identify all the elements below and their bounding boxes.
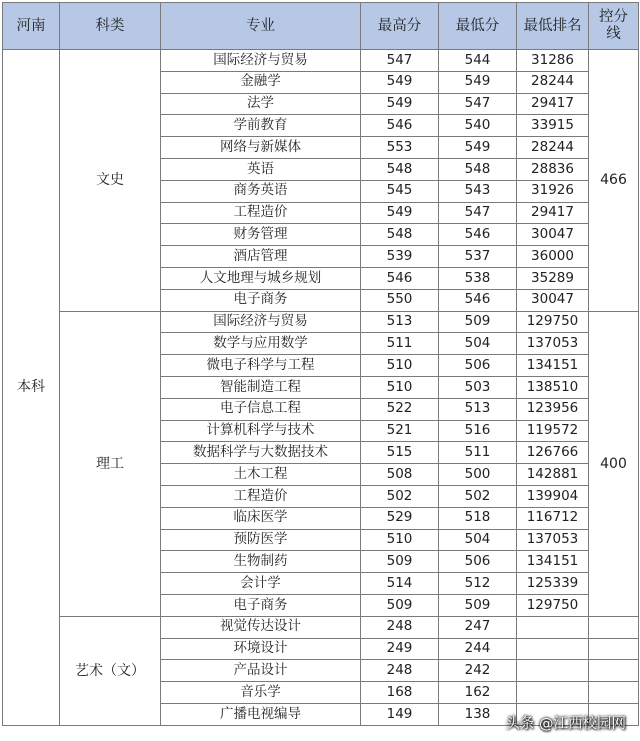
control-line-cell: 400 <box>589 311 639 616</box>
max-score-cell: 510 <box>361 529 439 551</box>
min-rank-cell: 142881 <box>517 464 589 486</box>
min-score-cell: 548 <box>439 158 517 180</box>
min-score-cell: 509 <box>439 594 517 616</box>
min-score-cell: 543 <box>439 180 517 202</box>
min-rank-cell: 30047 <box>517 224 589 246</box>
min-score-cell: 518 <box>439 507 517 529</box>
major-cell: 计算机科学与技术 <box>161 420 361 442</box>
min-score-cell: 547 <box>439 93 517 115</box>
min-rank-cell: 28836 <box>517 158 589 180</box>
major-cell: 产品设计 <box>161 660 361 682</box>
max-score-cell: 547 <box>361 50 439 72</box>
batch-cell: 本科 <box>3 50 60 726</box>
min-rank-cell: 126766 <box>517 442 589 464</box>
category-cell: 理工 <box>60 311 161 616</box>
major-cell: 人文地理与城乡规划 <box>161 267 361 289</box>
min-rank-cell: 33915 <box>517 115 589 137</box>
header-province: 河南 <box>3 3 60 50</box>
major-cell: 国际经济与贸易 <box>161 50 361 72</box>
table-row <box>3 616 639 638</box>
header-category: 科类 <box>60 3 161 50</box>
min-rank-cell: 30047 <box>517 289 589 311</box>
min-score-cell: 549 <box>439 137 517 159</box>
major-cell: 电子商务 <box>161 289 361 311</box>
min-score-cell: 503 <box>439 376 517 398</box>
min-rank-cell: 36000 <box>517 246 589 268</box>
max-score-cell: 509 <box>361 551 439 573</box>
header-min-rank: 最低排名 <box>517 3 589 50</box>
max-score-cell: 249 <box>361 638 439 660</box>
max-score-cell: 546 <box>361 115 439 137</box>
max-score-cell: 521 <box>361 420 439 442</box>
min-score-cell: 242 <box>439 660 517 682</box>
max-score-cell: 548 <box>361 224 439 246</box>
min-score-cell: 546 <box>439 289 517 311</box>
max-score-cell: 550 <box>361 289 439 311</box>
control-line-cell <box>589 638 639 660</box>
control-line-cell <box>589 682 639 704</box>
major-cell: 数据科学与大数据技术 <box>161 442 361 464</box>
header-control-line: 控分线 <box>589 3 639 50</box>
min-rank-cell: 29417 <box>517 202 589 224</box>
major-cell: 法学 <box>161 93 361 115</box>
max-score-cell: 553 <box>361 137 439 159</box>
major-cell: 英语 <box>161 158 361 180</box>
min-rank-cell: 129750 <box>517 594 589 616</box>
min-score-cell: 512 <box>439 573 517 595</box>
min-score-cell: 504 <box>439 333 517 355</box>
max-score-cell: 513 <box>361 311 439 333</box>
major-cell: 预防医学 <box>161 529 361 551</box>
major-cell: 土木工程 <box>161 464 361 486</box>
max-score-cell: 546 <box>361 267 439 289</box>
min-score-cell: 511 <box>439 442 517 464</box>
min-rank-cell: 134151 <box>517 355 589 377</box>
major-cell: 网络与新媒体 <box>161 137 361 159</box>
major-cell: 商务英语 <box>161 180 361 202</box>
max-score-cell: 549 <box>361 71 439 93</box>
max-score-cell: 248 <box>361 616 439 638</box>
max-score-cell: 168 <box>361 682 439 704</box>
major-cell: 金融学 <box>161 71 361 93</box>
min-rank-cell: 29417 <box>517 93 589 115</box>
min-rank-cell: 134151 <box>517 551 589 573</box>
max-score-cell: 510 <box>361 355 439 377</box>
min-rank-cell: 125339 <box>517 573 589 595</box>
max-score-cell: 509 <box>361 594 439 616</box>
min-rank-cell: 31286 <box>517 50 589 72</box>
min-rank-cell: 31926 <box>517 180 589 202</box>
major-cell: 会计学 <box>161 573 361 595</box>
major-cell: 财务管理 <box>161 224 361 246</box>
major-cell: 微电子科学与工程 <box>161 355 361 377</box>
min-score-cell: 538 <box>439 267 517 289</box>
control-line-cell: 466 <box>589 50 639 312</box>
header-max-score: 最高分 <box>361 3 439 50</box>
major-cell: 工程造价 <box>161 485 361 507</box>
major-cell: 数学与应用数学 <box>161 333 361 355</box>
min-rank-cell <box>517 682 589 704</box>
watermark: 头条 @江西校园网 <box>505 716 626 732</box>
max-score-cell: 539 <box>361 246 439 268</box>
min-score-cell: 504 <box>439 529 517 551</box>
min-score-cell: 506 <box>439 551 517 573</box>
major-cell: 学前教育 <box>161 115 361 137</box>
min-score-cell: 540 <box>439 115 517 137</box>
max-score-cell: 514 <box>361 573 439 595</box>
table-row <box>3 311 639 333</box>
min-rank-cell: 119572 <box>517 420 589 442</box>
admission-score-table <box>2 2 639 726</box>
max-score-cell: 549 <box>361 93 439 115</box>
min-rank-cell: 116712 <box>517 507 589 529</box>
table-body <box>3 50 639 726</box>
major-cell: 音乐学 <box>161 682 361 704</box>
min-rank-cell: 28244 <box>517 71 589 93</box>
max-score-cell: 502 <box>361 485 439 507</box>
min-rank-cell: 28244 <box>517 137 589 159</box>
max-score-cell: 548 <box>361 158 439 180</box>
min-score-cell: 502 <box>439 485 517 507</box>
major-cell: 智能制造工程 <box>161 376 361 398</box>
major-cell: 电子信息工程 <box>161 398 361 420</box>
category-cell: 文史 <box>60 50 161 312</box>
min-score-cell: 500 <box>439 464 517 486</box>
min-score-cell: 513 <box>439 398 517 420</box>
min-score-cell: 546 <box>439 224 517 246</box>
min-rank-cell: 139904 <box>517 485 589 507</box>
max-score-cell: 248 <box>361 660 439 682</box>
min-score-cell: 516 <box>439 420 517 442</box>
major-cell: 临床医学 <box>161 507 361 529</box>
min-score-cell: 544 <box>439 50 517 72</box>
min-score-cell: 247 <box>439 616 517 638</box>
max-score-cell: 511 <box>361 333 439 355</box>
control-line-cell <box>589 660 639 682</box>
min-rank-cell <box>517 660 589 682</box>
max-score-cell: 522 <box>361 398 439 420</box>
major-cell: 工程造价 <box>161 202 361 224</box>
min-rank-cell <box>517 638 589 660</box>
major-cell: 电子商务 <box>161 594 361 616</box>
max-score-cell: 549 <box>361 202 439 224</box>
min-rank-cell: 35289 <box>517 267 589 289</box>
category-cell: 艺术（文） <box>60 616 161 725</box>
min-score-cell: 549 <box>439 71 517 93</box>
min-rank-cell: 129750 <box>517 311 589 333</box>
min-score-cell: 547 <box>439 202 517 224</box>
max-score-cell: 545 <box>361 180 439 202</box>
min-rank-cell: 137053 <box>517 529 589 551</box>
major-cell: 环境设计 <box>161 638 361 660</box>
min-score-cell: 244 <box>439 638 517 660</box>
header-major: 专业 <box>161 3 361 50</box>
min-rank-cell: 137053 <box>517 333 589 355</box>
control-line-cell <box>589 616 639 638</box>
min-score-cell: 506 <box>439 355 517 377</box>
max-score-cell: 508 <box>361 464 439 486</box>
major-cell: 视觉传达设计 <box>161 616 361 638</box>
max-score-cell: 510 <box>361 376 439 398</box>
table-row <box>3 50 639 72</box>
min-rank-cell: 138510 <box>517 376 589 398</box>
max-score-cell: 515 <box>361 442 439 464</box>
min-rank-cell: 123956 <box>517 398 589 420</box>
min-score-cell: 138 <box>439 703 517 725</box>
min-score-cell: 162 <box>439 682 517 704</box>
header-min-score: 最低分 <box>439 3 517 50</box>
major-cell: 酒店管理 <box>161 246 361 268</box>
max-score-cell: 149 <box>361 703 439 725</box>
header-row <box>3 3 639 50</box>
major-cell: 广播电视编导 <box>161 703 361 725</box>
major-cell: 国际经济与贸易 <box>161 311 361 333</box>
min-score-cell: 509 <box>439 311 517 333</box>
min-score-cell: 537 <box>439 246 517 268</box>
min-rank-cell <box>517 616 589 638</box>
max-score-cell: 529 <box>361 507 439 529</box>
major-cell: 生物制药 <box>161 551 361 573</box>
